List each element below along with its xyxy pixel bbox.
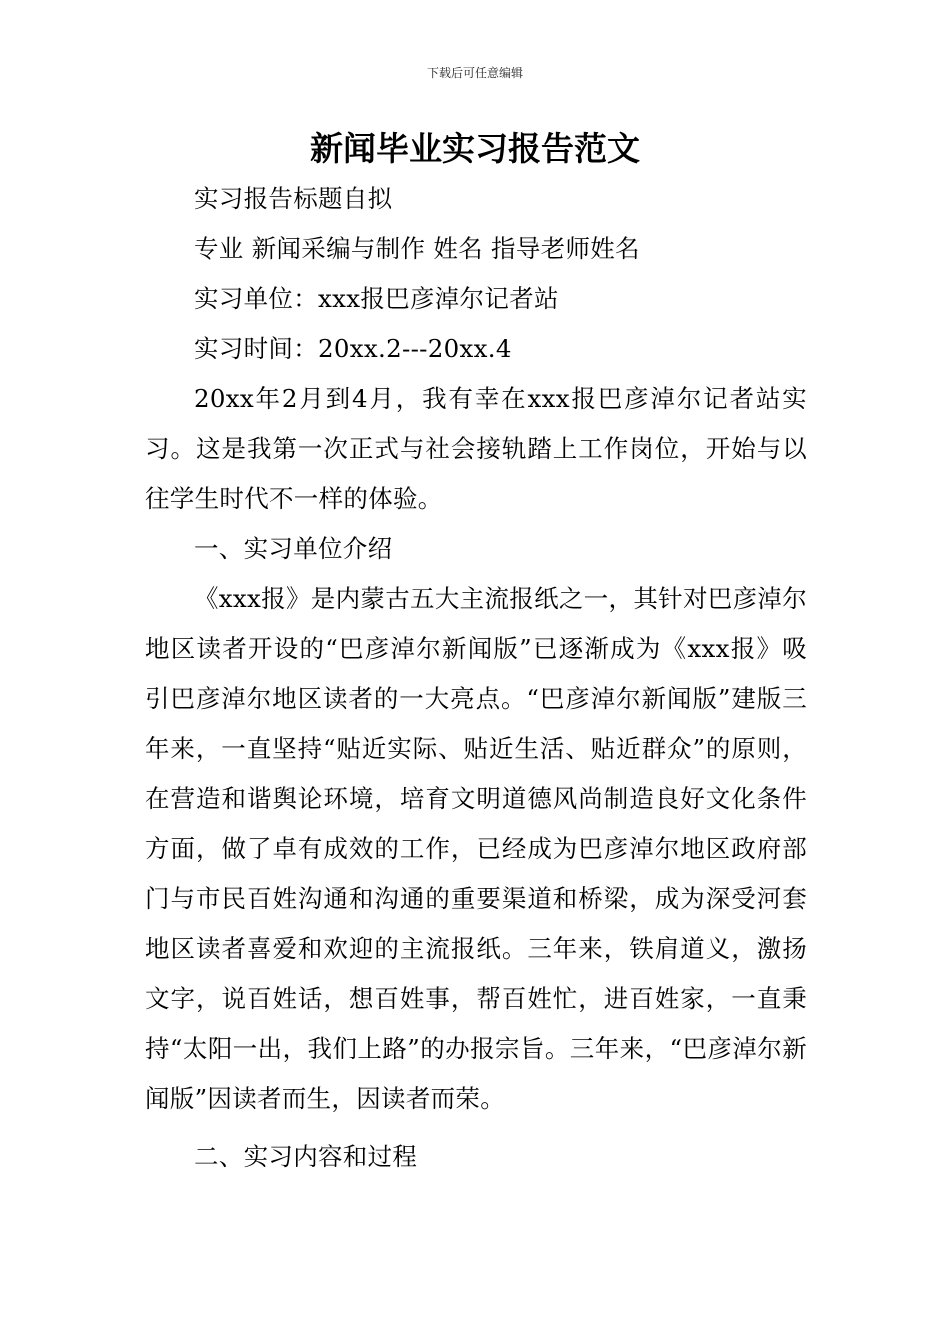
header-note: 下载后可任意编辑 [426,66,523,80]
document-body [145,174,807,1182]
section-heading-unit-intro: 一、实习单位介绍 [194,534,393,563]
internship-unit-line: 实习单位：xxx报巴彦淖尔记者站 [194,284,559,313]
section-heading-content-process: 二、实习内容和过程 [194,1142,418,1171]
document-title: 新闻毕业实习报告范文 [310,129,640,168]
internship-time-line: 实习时间：20xx.2---20xx.4 [194,334,512,363]
intro-paragraph: 20xx年2月到4月，我有幸在xxx报巴彦淖尔记者站实习。这是我第一次正式与社会接轨踏上工作岗位，开始与以往学生时代不一样的体验。 [145,384,807,513]
report-title-line: 实习报告标题自拟 [194,184,393,213]
major-name-line: 专业 新闻采编与制作 姓名 指导老师姓名 [194,234,640,263]
unit-intro-paragraph: 《xxx报》是内蒙古五大主流报纸之一，其针对巴彦淖尔地区读者开设的“巴彦淖尔新闻版”已逐渐成为《xxx报》吸引巴彦淖尔地区读者的一大亮点。“巴彦淖尔新闻版”建版三年来，一直坚持“贴近实际、贴近生活、贴近群众”的原则，在营造和谐舆论环境，培育文明道德风尚制造良好文化条件方面，做了卓有成效的工作，已经成为巴彦淖尔地区政府部门与市民百姓沟通和沟通的重要渠道和桥梁，成为深受河套地区读者喜爱和欢迎的主流报纸。三年来，铁肩道义，激扬文字，说百姓话，想百姓事，帮百姓忙，进百姓家，一直秉持“太阳一出，我们上路”的办报宗旨。三年来，“巴彦淖尔新闻版”因读者而生，因读者而荣。 [145,584,807,1113]
